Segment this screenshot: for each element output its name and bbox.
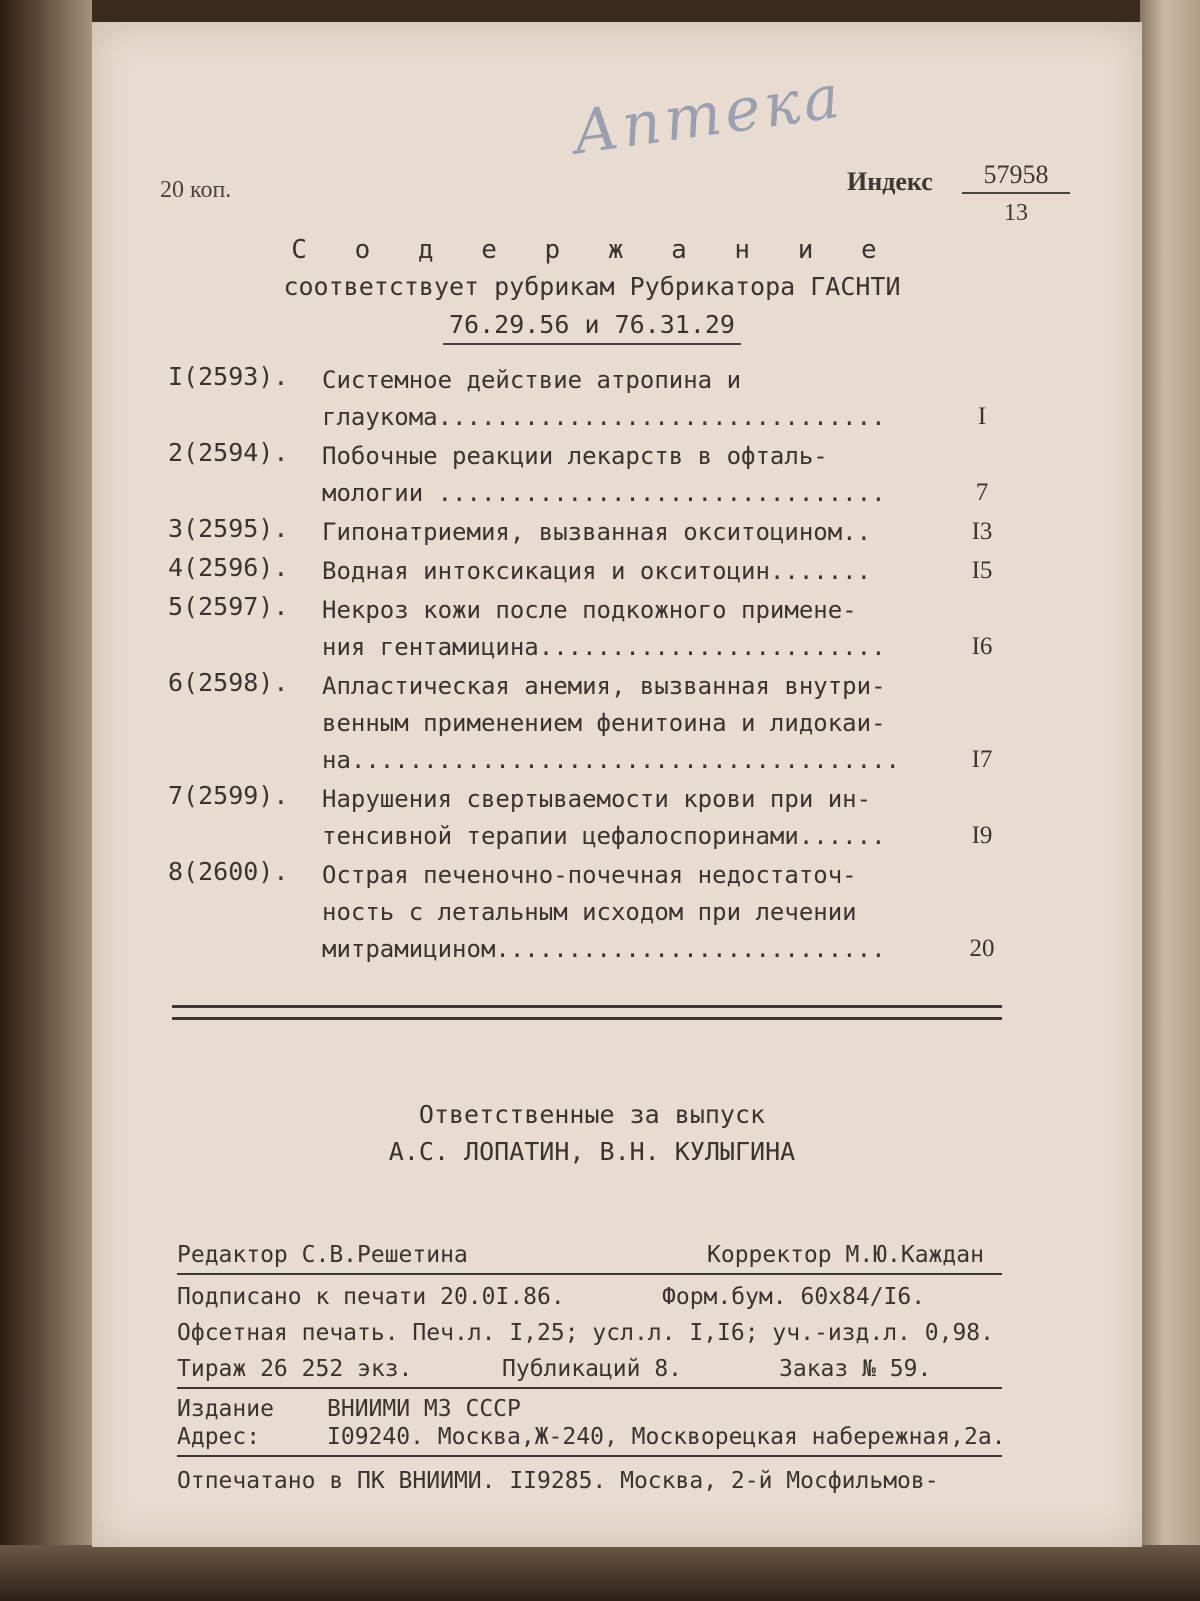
toc-entry — [92, 668, 1142, 779]
order-number: Заказ № 59. — [779, 1356, 932, 1382]
imprint-staff-row — [177, 1237, 1002, 1275]
publications-count: Публикаций 8. — [502, 1356, 683, 1382]
responsible-names: А.С. ЛОПАТИН, В.Н. КУЛЫГИНА — [388, 1137, 796, 1166]
toc-entry-title-line: Системное действие атропина и — [322, 366, 742, 394]
toc-entry-title-line: тенсивной терапии цефалоспоринами...... — [322, 822, 886, 850]
toc-entry-title-line: глаукома............................... — [322, 403, 886, 431]
rubric-codes-text: 76.29.56 и 76.31.29 — [443, 310, 741, 345]
toc-entry — [92, 592, 1142, 666]
toc-entry-number: 4(2596). — [168, 553, 289, 582]
price: 20 коп. — [160, 177, 232, 203]
toc-entry-title-line: Водная интоксикация и окситоцин....... — [322, 557, 872, 585]
toc-entry — [92, 553, 1142, 590]
toc-entry-title-line: Побочные реакции лекарств в офталь- — [322, 442, 828, 470]
book-spine-left — [0, 0, 92, 1601]
index-number: 57958 — [962, 160, 1070, 194]
index-label: Индекс — [847, 167, 933, 196]
toc-entry-title-line: ния гентамицина........................ — [322, 633, 886, 661]
toc-entry-number: 7(2599). — [168, 781, 289, 810]
toc-entry-title-line: на...................................... — [322, 746, 900, 774]
publisher-label: Издание — [177, 1396, 274, 1422]
toc-entry-title-line: венным применением фенитоина и лидокаи- — [322, 709, 886, 737]
paper-format: Форм.бум. 60x84/I6. — [662, 1284, 926, 1310]
toc-entry-number: 6(2598). — [168, 668, 289, 697]
editor: Редактор С.В.Решетина — [177, 1242, 468, 1268]
divider-bottom — [172, 1017, 1002, 1020]
toc-entry-page: I9 — [971, 822, 993, 849]
printed-by: Отпечатано в ПК ВНИИМИ. II9285. Москва, 2-й Мосфильмов- — [177, 1468, 939, 1494]
toc-entry — [92, 514, 1142, 551]
address-row — [177, 1423, 1006, 1457]
contents-title: С о д е р ж а н и е — [291, 235, 893, 265]
document-page — [92, 22, 1142, 1547]
toc-entry-number: 3(2595). — [168, 514, 289, 543]
toc-entry-title-line: Нарушения свертываемости крови при ин- — [322, 785, 872, 813]
toc-entry — [92, 438, 1142, 512]
imprint-signed-row — [177, 1279, 1002, 1315]
toc-entry-number: 2(2594). — [168, 438, 289, 467]
index-issue: 13 — [1004, 200, 1028, 226]
publisher: ВНИИМИ МЗ СССР — [327, 1396, 521, 1422]
toc-entry-title-line: Гипонатриемия, вызванная окситоцином.. — [322, 518, 872, 546]
toc-entry-page: I5 — [971, 557, 993, 584]
toc-entry-page: I3 — [971, 518, 993, 545]
address: I09240. Москва,Ж-240, Москворецкая набережная,2а. — [327, 1424, 1006, 1450]
imprint-block — [177, 1237, 1006, 1499]
toc-entry-page: I6 — [971, 633, 993, 660]
toc-entry-number: 8(2600). — [168, 857, 289, 886]
imprint-circulation-row — [177, 1351, 1002, 1389]
toc-entry-page: I — [977, 403, 987, 430]
toc-entry-title-line: митрамицином........................... — [322, 935, 886, 963]
print-specs: Офсетная печать. Печ.л. I,25; усл.л. I,I6; уч.-изд.л. 0,98. — [177, 1320, 994, 1346]
toc-entry-page: 7 — [975, 479, 989, 506]
divider-top — [172, 1005, 1002, 1008]
toc-entry-title-line: Некроз кожи после подкожного примене- — [322, 596, 857, 624]
toc-entry-page: I7 — [971, 746, 993, 773]
toc-entry — [92, 857, 1142, 968]
table-of-contents — [92, 362, 1142, 970]
responsible-label: Ответственные за выпуск — [418, 1100, 766, 1129]
toc-entry-number: 5(2597). — [168, 592, 289, 621]
toc-entry-page: 20 — [969, 935, 995, 962]
circulation: Тираж 26 252 экз. — [177, 1356, 413, 1382]
address-label: Адрес: — [177, 1424, 261, 1450]
toc-entry-number: I(2593). — [168, 362, 289, 391]
book-edge-bottom — [0, 1545, 1200, 1601]
corrector: Корректор М.Ю.Каждан — [707, 1242, 984, 1268]
rubric-codes — [92, 310, 1092, 339]
adjacent-page — [1140, 0, 1200, 1601]
toc-entry — [92, 362, 1142, 436]
toc-entry-title-line: Апластическая анемия, вызванная внутри- — [322, 672, 886, 700]
handwritten-note: Аптека — [568, 61, 848, 169]
imprint-print-row — [177, 1315, 1002, 1351]
publisher-row — [177, 1395, 1002, 1423]
toc-entry-title-line: мологии ............................... — [322, 479, 886, 507]
printed-row — [177, 1463, 1002, 1499]
toc-entry-title-line: ность с летальным исходом при лечении — [322, 898, 857, 926]
toc-entry — [92, 781, 1142, 855]
toc-entry-title-line: Острая печеночно-почечная недостаточ- — [322, 861, 857, 889]
signed-date: Подписано к печати 20.0I.86. — [177, 1284, 565, 1310]
contents-subtitle: соответствует рубрикам Рубрикатора ГАСНТИ — [283, 272, 901, 301]
